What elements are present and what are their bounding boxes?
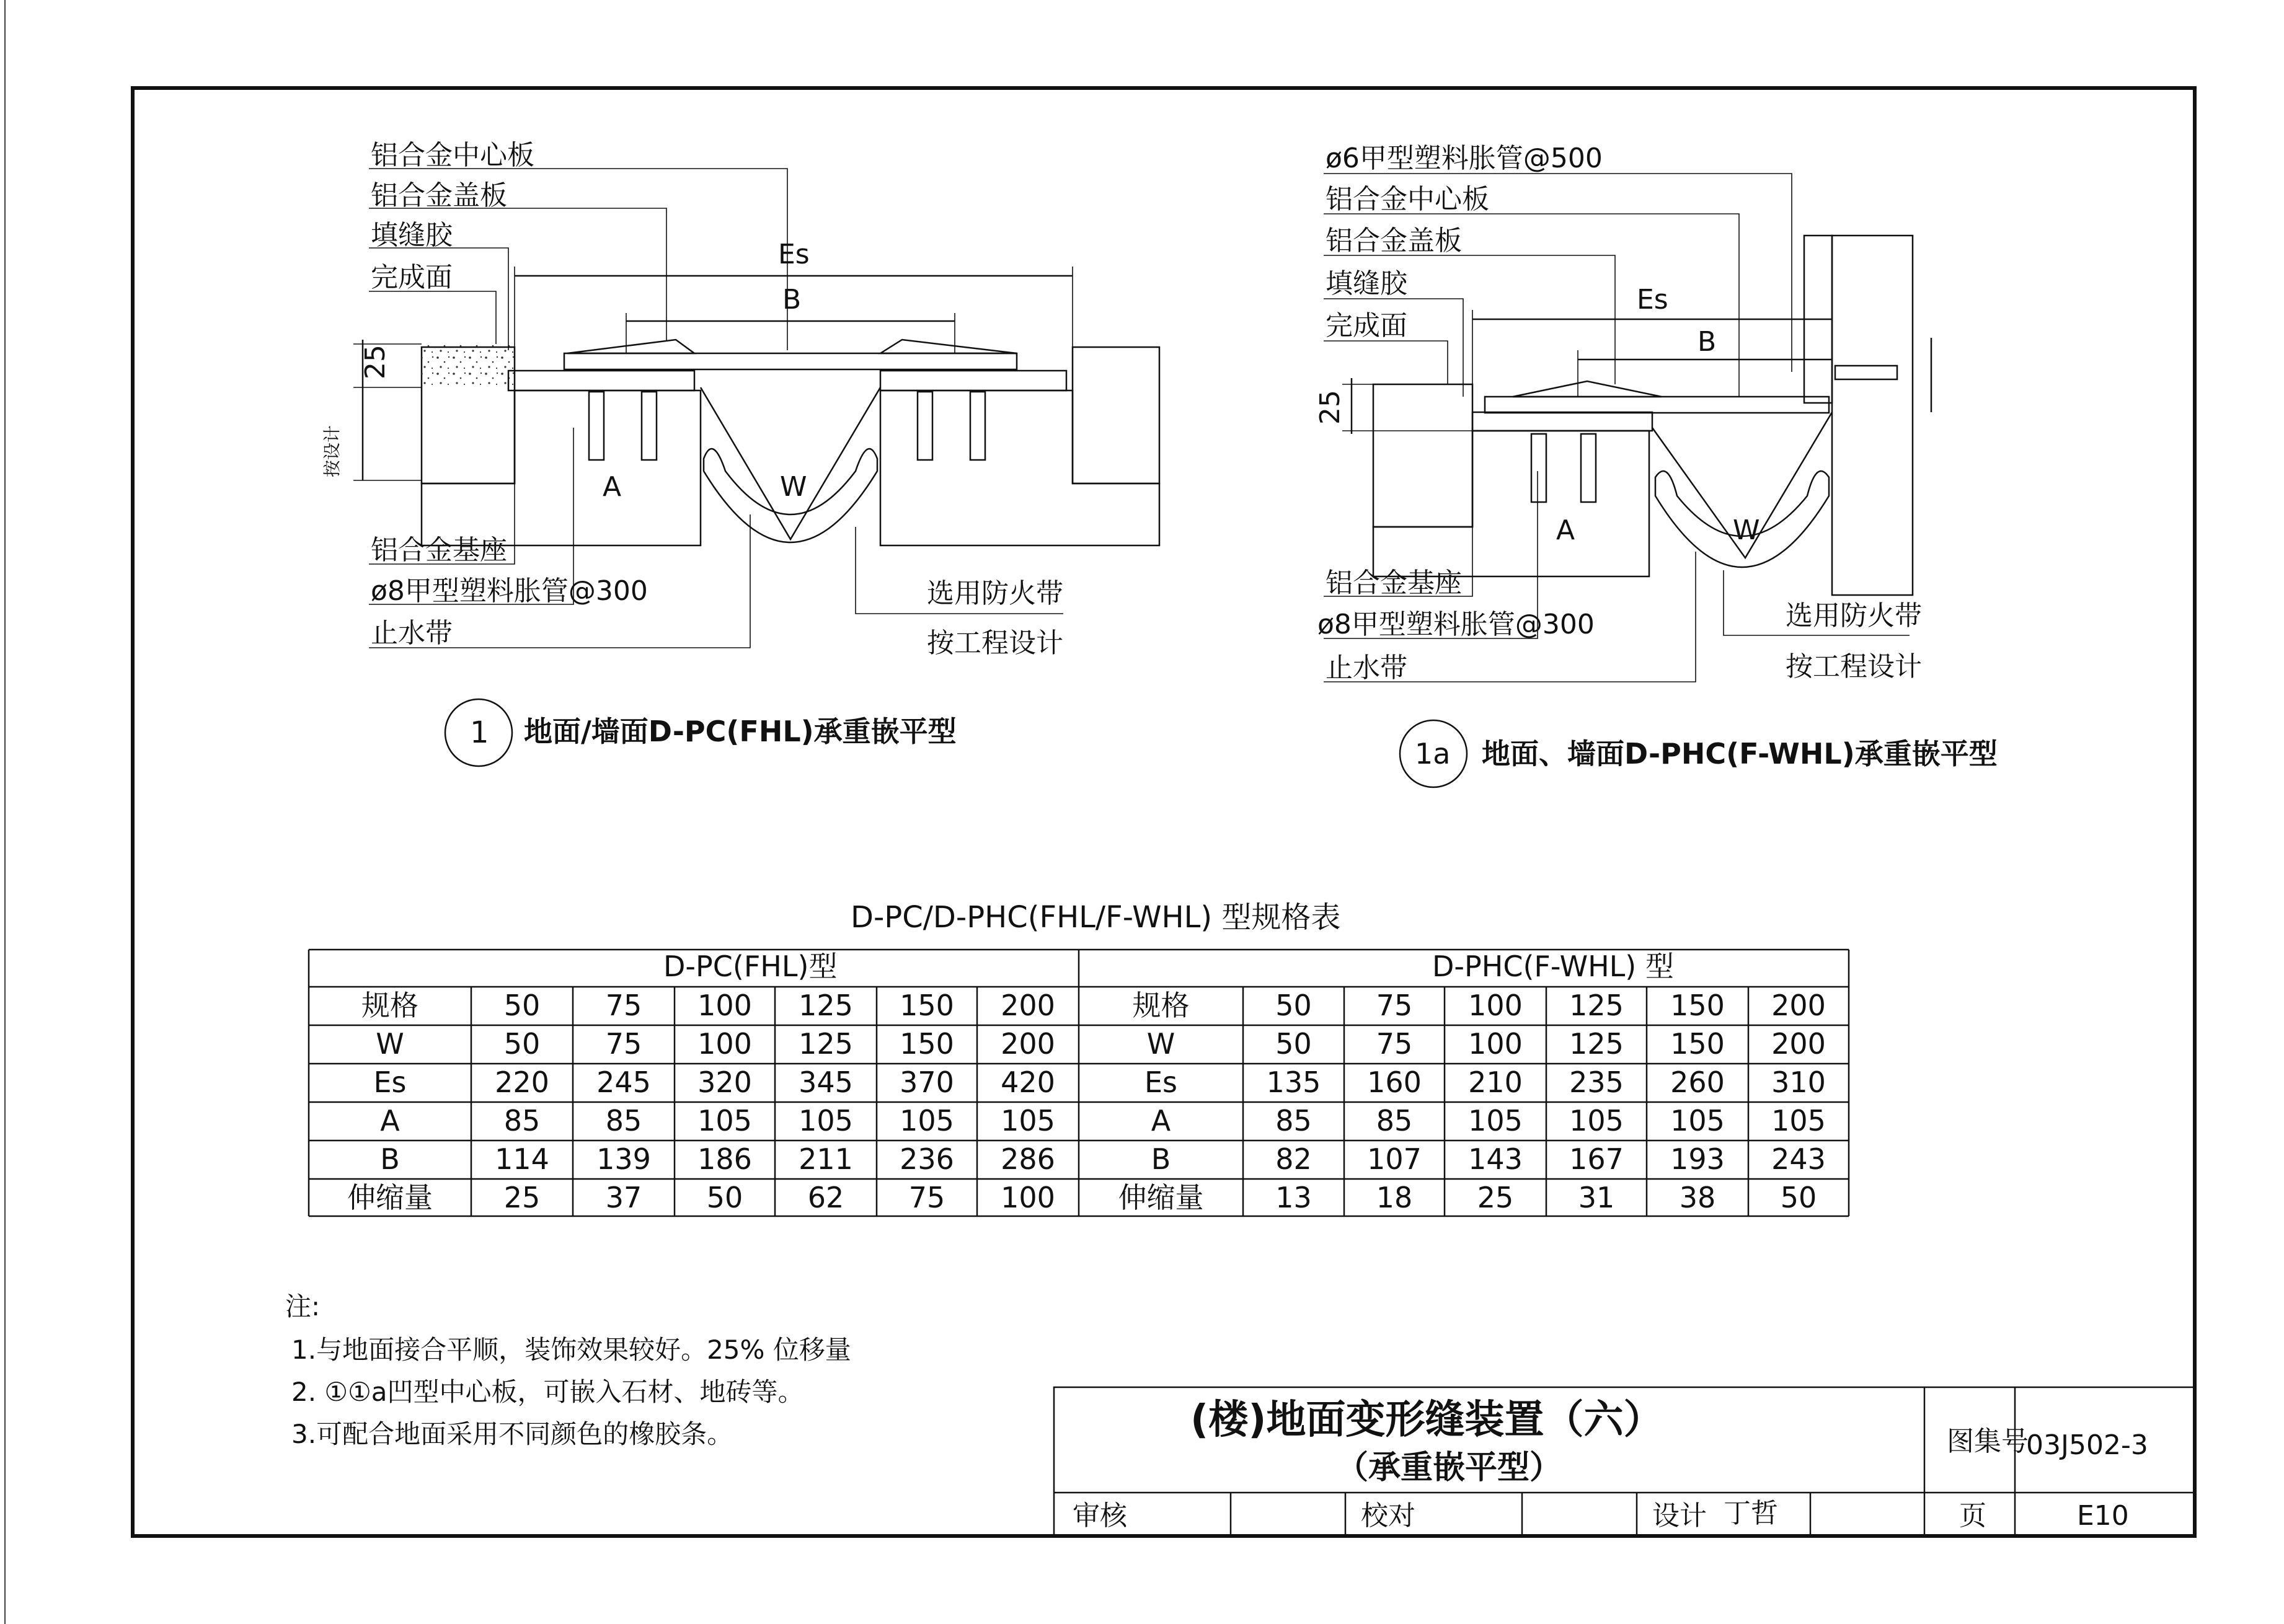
table-cell-left-r1-c2: 75: [605, 1027, 642, 1061]
leader-finish-1a: [1324, 341, 1448, 384]
table-cell-right-r0-c4: 125: [1569, 989, 1624, 1022]
detail-1a-labels: [1317, 143, 1998, 787]
table-cell-right-r3-c4: 105: [1569, 1104, 1624, 1137]
dim-es-label-1a: Es: [1637, 284, 1668, 316]
table-cell-left-r1-c0: W: [376, 1027, 404, 1061]
cover-plate-right-1: [880, 340, 1017, 353]
table-cell-right-r2-c0: Es: [1144, 1066, 1178, 1099]
label-finish-1a: 完成面: [1326, 310, 1407, 342]
anchor-1c: [918, 392, 932, 460]
design-label: 设计: [1652, 1500, 1707, 1532]
detail-caption-1a: 地面、墙面D-PHC(F-WHL)承重嵌平型: [1482, 737, 1998, 770]
spec-table-title: D-PC/D-PHC(FHL/F-WHL) 型规格表: [851, 900, 1341, 935]
atlas-label: 图集号: [1947, 1426, 2029, 1457]
table-cell-left-r3-c4: 105: [799, 1104, 853, 1137]
table-cell-right-r3-c3: 105: [1468, 1104, 1523, 1137]
table-cell-left-r0-c6: 200: [1001, 989, 1055, 1022]
label-by-design-1a: 按工程设计: [1786, 651, 1922, 682]
table-cell-left-r0-c4: 125: [799, 989, 853, 1022]
atlas-number: 03J502-3: [2026, 1429, 2148, 1461]
table-cell-left-r3-c1: 85: [503, 1104, 541, 1137]
label-sealant-1a: 填缝胶: [1326, 268, 1407, 299]
label-by-design-1: 按工程设计: [927, 627, 1063, 659]
table-cell-right-r2-c2: 160: [1367, 1066, 1422, 1099]
table-cell-left-r0-c5: 150: [900, 989, 954, 1022]
dim-a-label-1: A: [603, 471, 622, 503]
sheet-frame: [133, 88, 2195, 1536]
table-cell-left-r4-c0: B: [380, 1142, 400, 1176]
table-cell-right-r5-c1: 13: [1275, 1181, 1312, 1214]
check-label: 校对: [1361, 1500, 1415, 1532]
wall-anchor-1a: [1835, 366, 1897, 379]
detail-caption-1: 地面/墙面D-PC(FHL)承重嵌平型: [524, 715, 957, 748]
anchor-1a: [589, 392, 604, 460]
anchor-1d: [970, 392, 985, 460]
dim-a-label-1a: A: [1556, 514, 1575, 546]
label-waterstop-1a: 止水带: [1326, 652, 1407, 684]
table-cell-left-r0-c0: 规格: [361, 989, 418, 1022]
table-cell-right-r3-c6: 105: [1771, 1104, 1826, 1137]
table-group-right: D-PHC(F-WHL) 型: [1432, 950, 1674, 983]
center-plate-1: [564, 353, 1017, 369]
table-cell-right-r5-c5: 38: [1679, 1181, 1716, 1214]
wall-right-1a: [1832, 236, 1913, 595]
table-cell-left-r4-c1: 114: [495, 1142, 549, 1176]
table-cell-left-r4-c4: 211: [799, 1142, 853, 1176]
label-center-plate-1: 铝合金中心板: [371, 139, 534, 171]
drawing-subtitle: （承重嵌平型）: [1336, 1449, 1562, 1486]
table-cell-left-r3-c0: A: [380, 1104, 400, 1137]
table-cell-right-r4-c2: 107: [1367, 1142, 1422, 1176]
table-cell-right-r1-c2: 75: [1376, 1027, 1413, 1061]
table-cell-right-r5-c6: 50: [1780, 1181, 1817, 1214]
label-anchor-top-1a: ø6甲型塑料胀管@500: [1326, 143, 1603, 174]
table-cell-left-r4-c5: 236: [900, 1142, 954, 1176]
table-cell-right-r0-c3: 100: [1468, 989, 1523, 1022]
table-cell-right-r1-c5: 150: [1670, 1027, 1725, 1061]
spec-table: [309, 900, 1849, 1216]
note-item-1: 1.与地面接合平顺，装饰效果较好。25% 位移量: [291, 1335, 851, 1365]
structure-right-1: [880, 391, 1159, 545]
dim-b-label-1a: B: [1698, 326, 1717, 358]
dim-depth-label-1: 按设计: [322, 425, 342, 477]
page-number: E10: [2077, 1500, 2129, 1532]
table-cell-left-r4-c6: 286: [1001, 1142, 1055, 1176]
table-cell-right-r5-c0: 伸缩量: [1118, 1181, 1204, 1214]
table-cell-right-r3-c5: 105: [1670, 1104, 1725, 1137]
table-cell-right-r5-c2: 18: [1376, 1181, 1413, 1214]
cover-plate-left-1: [567, 340, 694, 353]
label-finish-1: 完成面: [371, 262, 453, 293]
table-cell-left-r2-c3: 320: [697, 1066, 752, 1099]
table-cell-left-r0-c2: 75: [605, 989, 642, 1022]
anchor-1b: [642, 392, 657, 460]
label-fire-1a: 选用防火带: [1786, 600, 1922, 632]
table-cell-right-r1-c6: 200: [1771, 1027, 1826, 1061]
detail-number-1: 1: [470, 715, 489, 750]
cover-plate-1a: [1513, 381, 1662, 397]
table-cell-left-r5-c1: 25: [503, 1181, 541, 1214]
table-cell-right-r2-c4: 235: [1569, 1066, 1624, 1099]
structure-left-1: [422, 391, 701, 545]
table-group-left: D-PC(FHL)型: [663, 950, 838, 983]
drawing-title: (楼)地面变形缝装置（六）: [1190, 1397, 1663, 1443]
label-sealant-1: 填缝胶: [371, 219, 453, 251]
aluminum-base-left-1: [508, 371, 694, 391]
table-cell-right-r1-c3: 100: [1468, 1027, 1523, 1061]
dim-25-label-1: 25: [360, 345, 391, 379]
table-cell-left-r3-c3: 105: [697, 1104, 752, 1137]
page-label: 页: [1959, 1500, 1986, 1532]
table-cell-right-r1-c1: 50: [1275, 1027, 1312, 1061]
table-cell-right-r0-c1: 50: [1275, 989, 1312, 1022]
table-cell-right-r0-c5: 150: [1670, 989, 1725, 1022]
table-cell-left-r1-c1: 50: [503, 1027, 541, 1061]
table-cell-right-r3-c1: 85: [1275, 1104, 1312, 1137]
table-cell-left-r2-c1: 220: [495, 1066, 549, 1099]
table-cell-right-r0-c2: 75: [1376, 989, 1413, 1022]
table-cell-right-r1-c4: 125: [1569, 1027, 1624, 1061]
label-base-1a: 铝合金基座: [1326, 567, 1462, 599]
table-cell-right-r2-c3: 210: [1468, 1066, 1523, 1099]
table-cell-left-r1-c4: 125: [799, 1027, 853, 1061]
table-cell-right-r2-c5: 260: [1670, 1066, 1725, 1099]
label-waterstop-1: 止水带: [371, 617, 453, 649]
label-cover-plate-1a: 铝合金盖板: [1326, 225, 1462, 257]
table-cell-left-r5-c4: 62: [807, 1181, 844, 1214]
table-cell-right-r0-c0: 规格: [1132, 989, 1190, 1022]
table-cell-right-r3-c0: A: [1151, 1104, 1171, 1137]
table-cell-right-r5-c4: 31: [1578, 1181, 1615, 1214]
table-cell-left-r1-c6: 200: [1001, 1027, 1055, 1061]
table-cell-right-r4-c0: B: [1151, 1142, 1171, 1176]
table-cell-left-r2-c4: 345: [799, 1066, 853, 1099]
label-fire-1: 选用防火带: [927, 578, 1063, 609]
label-anchor-1a: ø8甲型塑料胀管@300: [1317, 609, 1595, 640]
table-cell-left-r5-c3: 50: [706, 1181, 743, 1214]
table-cell-left-r1-c3: 100: [697, 1027, 752, 1061]
notes: [285, 1291, 851, 1449]
note-item-2: 2. ①①a凹型中心板，可嵌入石材、地砖等。: [291, 1377, 804, 1407]
title-block: [1054, 1387, 2195, 1536]
table-cell-left-r5-c6: 100: [1001, 1181, 1055, 1214]
aluminum-base-left-1a: [1472, 412, 1652, 431]
table-cell-left-r4-c3: 186: [697, 1142, 752, 1176]
center-plate-1a: [1485, 397, 1829, 413]
detail-number-1a: 1a: [1415, 737, 1451, 770]
dim-b-label-1: B: [782, 284, 802, 316]
table-cell-left-r0-c3: 100: [697, 989, 752, 1022]
table-cell-left-r2-c5: 370: [900, 1066, 954, 1099]
label-anchor-1: ø8甲型塑料胀管@300: [371, 575, 648, 607]
table-cell-right-r4-c4: 167: [1569, 1142, 1624, 1176]
table-cell-left-r0-c1: 50: [503, 989, 541, 1022]
table-cell-right-r1-c0: W: [1146, 1027, 1175, 1061]
table-cell-right-r4-c6: 243: [1771, 1142, 1826, 1176]
dim-w-label-1: W: [780, 471, 807, 503]
table-cell-left-r2-c2: 245: [596, 1066, 651, 1099]
table-cell-left-r2-c6: 420: [1001, 1066, 1055, 1099]
table-cell-left-r3-c6: 105: [1001, 1104, 1055, 1137]
table-cell-right-r4-c1: 82: [1275, 1142, 1312, 1176]
table-cell-right-r2-c6: 310: [1771, 1066, 1826, 1099]
table-cell-right-r3-c2: 85: [1376, 1104, 1413, 1137]
table-cell-left-r3-c2: 85: [605, 1104, 642, 1137]
label-base-1: 铝合金基座: [371, 534, 507, 566]
review-label: 审核: [1073, 1500, 1127, 1532]
waterstop-1: [701, 387, 880, 539]
structure-left-1a: [1373, 431, 1649, 576]
table-cell-left-r3-c5: 105: [900, 1104, 954, 1137]
table-cell-left-r5-c5: 75: [908, 1181, 945, 1214]
slab-left-1a: [1373, 384, 1472, 527]
table-cell-right-r2-c1: 135: [1266, 1066, 1321, 1099]
dim-w-label-1a: W: [1733, 514, 1760, 546]
label-center-plate-1a: 铝合金中心板: [1326, 183, 1489, 215]
table-cell-right-r4-c3: 143: [1468, 1142, 1523, 1176]
leader-finish-1: [369, 291, 496, 344]
slab-right-1: [1073, 347, 1159, 483]
table-cell-left-r5-c0: 伸缩量: [347, 1181, 433, 1214]
table-cell-left-r4-c2: 139: [596, 1142, 651, 1176]
note-item-3: 3.可配合地面采用不同颜色的橡胶条。: [291, 1419, 733, 1449]
designer-name: 丁哲: [1724, 1498, 1778, 1529]
label-cover-plate-1: 铝合金盖板: [371, 180, 507, 211]
anchor-1a-b: [1581, 434, 1596, 502]
aluminum-base-right-1: [880, 371, 1066, 391]
table-cell-right-r0-c6: 200: [1771, 989, 1826, 1022]
dim-25-label-1a: 25: [1314, 390, 1346, 425]
anchor-1a-a: [1531, 434, 1546, 502]
notes-heading: 注:: [285, 1291, 321, 1322]
table-cell-left-r5-c2: 37: [605, 1181, 642, 1214]
screed-left-1: [422, 344, 515, 387]
dim-es-label-1: Es: [778, 239, 810, 270]
table-cell-right-r5-c3: 25: [1477, 1181, 1514, 1214]
table-cell-left-r2-c0: Es: [373, 1066, 407, 1099]
table-cell-right-r4-c5: 193: [1670, 1142, 1725, 1176]
table-cell-left-r1-c5: 150: [900, 1027, 954, 1061]
